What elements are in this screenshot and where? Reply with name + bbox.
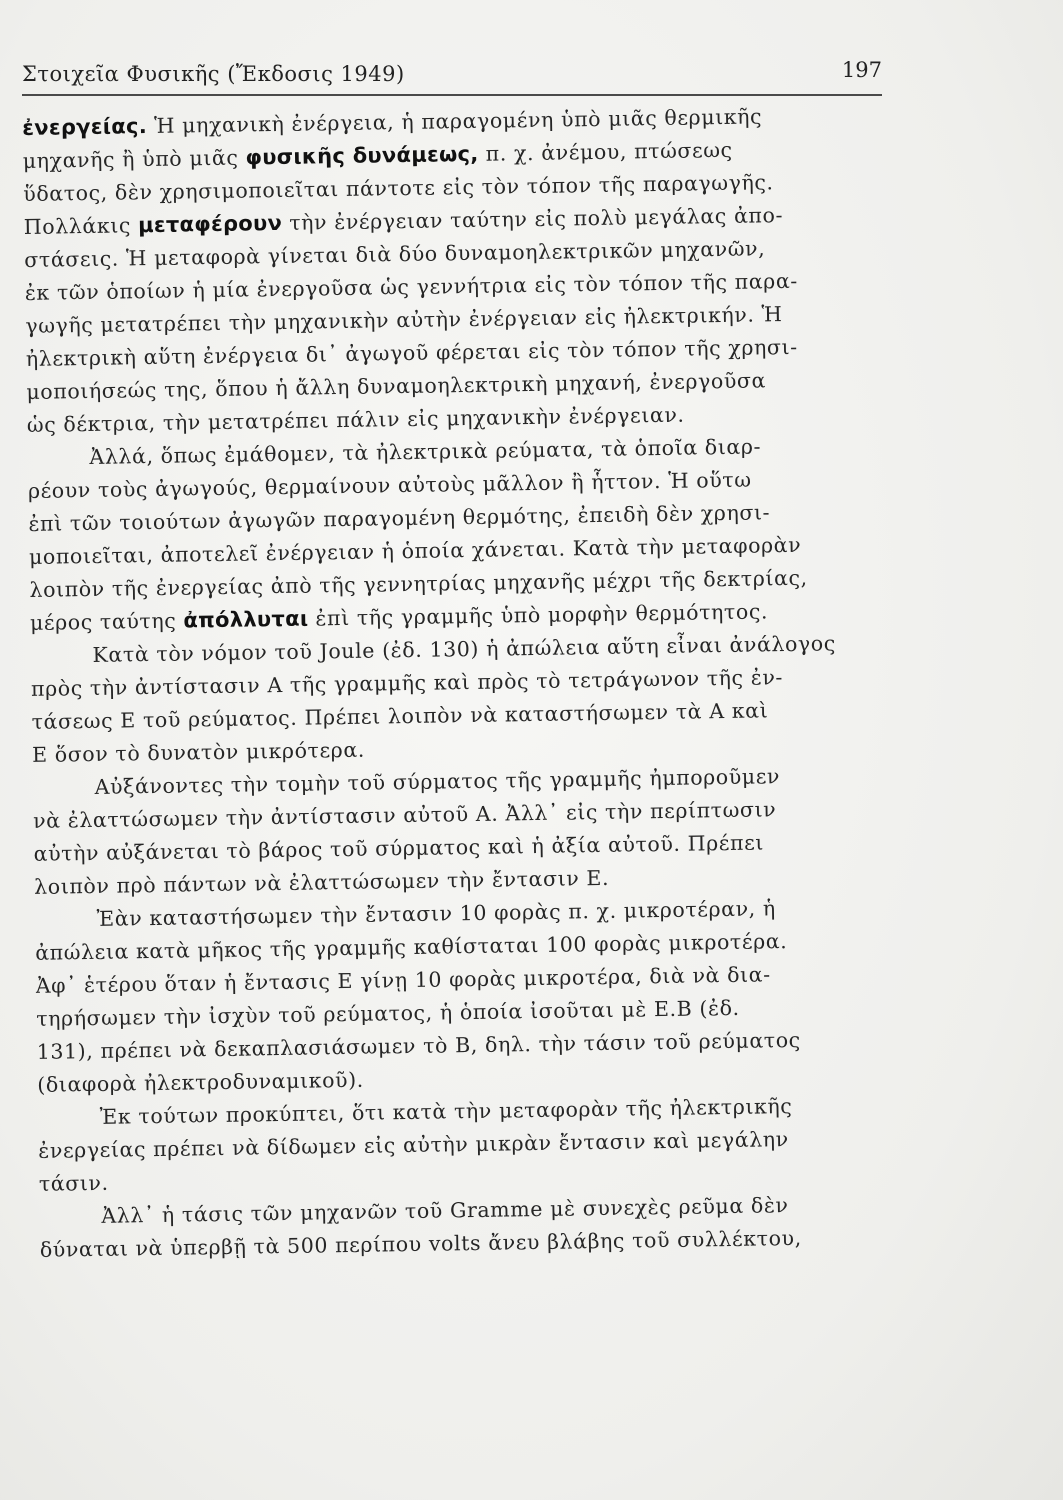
- text-run: Κατὰ τὸν νόμον τοῦ Joule (ἐδ. 130) ἡ ἀπώλεια αὕτη εἶναι ἀνάλογος: [92, 631, 837, 667]
- header-rule: [22, 94, 882, 96]
- text-run: Ἀλλά, ὅπως ἐμάθομεν, τὰ ἠλεκτρικὰ ρεύματα, τὰ ὁποῖα διαρ-: [89, 434, 762, 469]
- text-run: λοιπὸν τῆς ἐνεργείας ἀπὸ τῆς γεννητρίας μηχανῆς μέχρι τῆς δεκτρίας,: [29, 565, 808, 602]
- text-run: μοποιήσεώς της, ὅπου ἡ ἄλλη δυναμοηλεκτρικὴ μηχανή, ἐνεργοῦσα: [26, 368, 767, 404]
- text-run: τάσεως E τοῦ ρεύματος. Πρέπει λοιπὸν νὰ καταστήσωμεν τὰ A καὶ: [31, 698, 769, 734]
- text-run: Ἐὰν καταστήσωμεν τὴν ἔντασιν 10 φορὰς π. χ. μικροτέραν, ἡ: [96, 896, 777, 931]
- text-run: δύναται νὰ ὑπερβῇ τὰ 500 περίπου volts ἄνευ βλάβης τοῦ συλλέκτου,: [39, 1225, 802, 1262]
- text-run: Αὐξάνοντες τὴν τομὴν τοῦ σύρματος τῆς γραμμῆς ἠμποροῦμεν: [94, 764, 781, 799]
- text-run: μέρος ταύτης: [29, 608, 184, 635]
- bold-term: μεταφέρουν: [137, 210, 283, 238]
- text-run: λοιπὸν πρὸ πάντων νὰ ἐλαττώσωμεν τὴν ἔντασιν E.: [33, 865, 610, 899]
- text-run: E ὅσον τὸ δυνατὸν μικρότερα.: [31, 737, 366, 767]
- text-run: Ἐκ τούτων προκύπτει, ὅτι κατὰ τὴν μεταφορὰν τῆς ἠλεκτρικῆς: [99, 1094, 793, 1129]
- text-run: 131), πρέπει νὰ δεκαπλασιάσωμεν τὸ B, δηλ. τὴν τάσιν τοῦ ρεύματος: [36, 1027, 801, 1064]
- running-header: [22, 58, 882, 98]
- text-run: ὕδατος, δὲν χρησιμοποιεῖται πάντοτε εἰς τὸν τόπον τῆς παραγωγῆς.: [23, 170, 774, 206]
- bold-term: ἀπόλλυται: [183, 606, 309, 633]
- book-title: Στοιχεῖα Φυσικῆς (Ἔκδοσις 1949): [22, 62, 405, 86]
- text-run: π. χ. ἀνέμου, πτώσεως: [478, 137, 733, 166]
- text-run: μηχανῆς ἢ ὑπὸ μιᾶς: [22, 145, 246, 173]
- text-run: ἐπὶ τῶν τοιούτων ἀγωγῶν παραγομένη θερμότης, ἐπειδὴ δὲν χρησι-: [28, 500, 771, 536]
- text-run: αὐτὴν αὐξάνεται τὸ βάρος τοῦ σύρματος καὶ ἡ ἀξία αὐτοῦ. Πρέπει: [33, 830, 765, 866]
- text-run: τὴν ἐνέργειαν ταύτην εἰς πολὺ μεγάλας ἀπο-: [281, 203, 784, 235]
- text-run: νὰ ἐλαττώσωμεν τὴν ἀντίστασιν αὐτοῦ A. Ἀλλ᾽ εἰς τὴν περίπτωσιν: [32, 797, 777, 833]
- text-run: μοποιεῖται, ἀποτελεῖ ἐνέργειαν ἡ ὁποία χάνεται. Κατὰ τὴν μεταφορὰν: [28, 532, 802, 569]
- body-text: [22, 98, 920, 1267]
- text-run: ἠλεκτρικὴ αὕτη ἐνέργεια δι᾽ ἀγωγοῦ φέρεται εἰς τὸν τόπον τῆς χρησι-: [25, 334, 798, 371]
- bold-term: ἐνεργείας.: [22, 114, 148, 140]
- text-run: Πολλάκις: [23, 213, 139, 239]
- page-number: 197: [841, 58, 882, 82]
- text-run: τηρήσωμεν τὴν ἰσχὺν τοῦ ρεύματος, ἡ ὁποία ἰσοῦται μὲ E.B (ἐδ.: [36, 995, 740, 1031]
- text-run: γωγῆς μετατρέπει τὴν μηχανικὴν αὐτὴν ἐνέργειαν εἰς ἠλεκτρικήν. Ἡ: [25, 302, 783, 338]
- text-run: πρὸς τὴν ἀντίστασιν A τῆς γραμμῆς καὶ πρὸς τὸ τετράγωνον τῆς ἐν-: [30, 665, 784, 701]
- text-run: ἐκ τῶν ὁποίων ἡ μία ἐνεργοῦσα ὡς γεννήτρια εἰς τὸν τόπον τῆς παρα-: [24, 268, 798, 305]
- text-run: ἐνεργείας πρέπει νὰ δίδωμεν εἰς αὐτὴν μικρὰν ἔντασιν καὶ μεγάλην: [38, 1127, 789, 1163]
- text-run: ἀπώλεια κατὰ μῆκος τῆς γραμμῆς καθίσταται 100 φορὰς μικροτέρα.: [35, 929, 788, 965]
- text-run: ρέουν τοὺς ἀγωγούς, θερμαίνουν αὐτοὺς μᾶλλον ἢ ἧττον. Ἡ οὕτω: [27, 467, 752, 503]
- text-run: ἐπὶ τῆς γραμμῆς ὑπὸ μορφὴν θερμότητος.: [308, 599, 769, 631]
- text-run: ὡς δέκτρια, τὴν μετατρέπει πάλιν εἰς μηχανικὴν ἐνέργειαν.: [26, 402, 685, 437]
- text-run: στάσεις. Ἡ μεταφορὰ γίνεται διὰ δύο δυναμοηλεκτρικῶν μηχανῶν,: [24, 236, 766, 272]
- text-run: Ἀλλ᾽ ἡ τάσις τῶν μηχανῶν τοῦ Gramme μὲ συνεχὲς ρεῦμα δὲν: [101, 1193, 789, 1228]
- text-run: (διαφορὰ ἠλεκτροδυναμικοῦ).: [37, 1067, 365, 1097]
- text-run: τάσιν.: [38, 1170, 109, 1196]
- bold-term: φυσικῆς δυνάμεως,: [245, 141, 479, 170]
- text-run: Ἀφ᾽ ἑτέρου ὅταν ἡ ἔντασις E γίνῃ 10 φορὰς μικροτέρα, διὰ νὰ δια-: [35, 962, 771, 998]
- text-run: Ἡ μηχανικὴ ἐνέργεια, ἡ παραγομένη ὑπὸ μιᾶς θερμικῆς: [146, 104, 763, 139]
